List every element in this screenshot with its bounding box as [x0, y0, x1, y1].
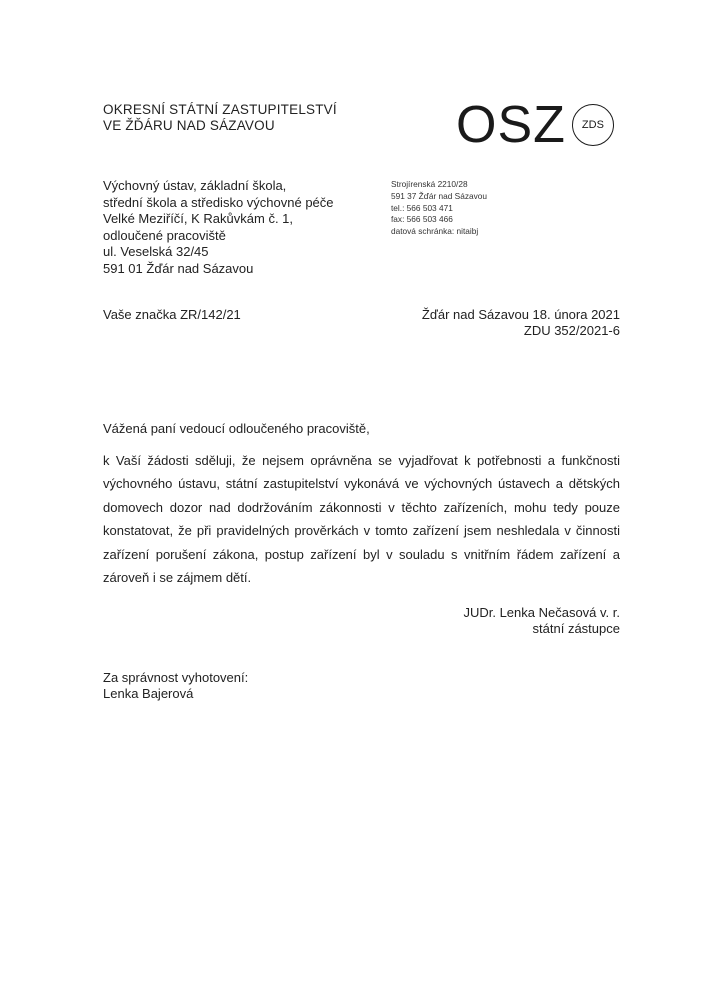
recipient-line: ul. Veselská 32/45 — [103, 244, 209, 259]
sender-contact — [391, 179, 487, 238]
verification-label: Za správnost vyhotovení: — [103, 670, 249, 685]
osz-logo — [456, 95, 614, 155]
sender-phone: tel.: 566 503 471 — [391, 202, 453, 213]
recipient-line: odloučené pracoviště — [103, 227, 226, 243]
signature-block — [463, 605, 620, 637]
signatory-title: státní zástupce — [532, 621, 620, 636]
salutation: Vážená paní vedoucí odloučeného pracoviště, — [103, 421, 370, 436]
verification-name: Lenka Bajerová — [103, 686, 194, 701]
recipient-line: Velké Meziříčí, K Rakůvkám č. 1, — [103, 211, 294, 226]
letter-body: k Vaší žádosti sděluji, že nejsem oprávněna se vyjadřovat k potřebnosti a funkčnosti výchovného ústavu, státní zastupitelství vykonává ve výchovných ústavech a dětských domovech dozor nad dodržováním zákonnosti v těchto zařízeních, mohu tedy pouze konstatovat, že při pravidelných prověrkách v tomto zařízení jsem neshledala v činnosti zařízení porušení zákona, postup zařízení byl v souladu s vnitřním řádem zařízení a zároveň i se zájmem dětí. — [103, 453, 620, 586]
recipient-address — [103, 178, 334, 277]
recipient-line: Výchovný ústav, základní škola, — [103, 178, 287, 193]
sender-fax: fax: 566 503 466 — [391, 214, 453, 225]
place-date: Žďár nad Sázavou 18. února 2021 — [421, 307, 620, 322]
signatory-name: JUDr. Lenka Nečasová v. r. — [463, 605, 620, 620]
sender-data-box: datová schránka: nitaibj — [391, 226, 479, 237]
sender-city: 591 37 Žďár nad Sázavou — [391, 190, 487, 201]
recipient-line: střední škola a středisko výchovné péče — [103, 194, 334, 210]
file-number: ZDU 352/2021-6 — [523, 323, 620, 338]
logo-badge-text: ZDS — [581, 119, 604, 131]
verification-block — [103, 670, 248, 702]
office-name — [103, 102, 337, 134]
logo-text: OSZ — [456, 96, 566, 154]
sender-street: Strojírenská 2210/28 — [391, 179, 468, 189]
recipient-line: 591 01 Žďár nad Sázavou — [103, 260, 254, 276]
office-name-line-1: OKRESNÍ STÁTNÍ ZASTUPITELSTVÍ — [103, 102, 337, 117]
office-name-line-2: VE ŽĎÁRU NAD SÁZAVOU — [103, 118, 275, 133]
date-block — [422, 307, 620, 339]
your-reference: Vaše značka ZR/142/21 — [103, 307, 241, 322]
logo-badge — [572, 104, 614, 146]
